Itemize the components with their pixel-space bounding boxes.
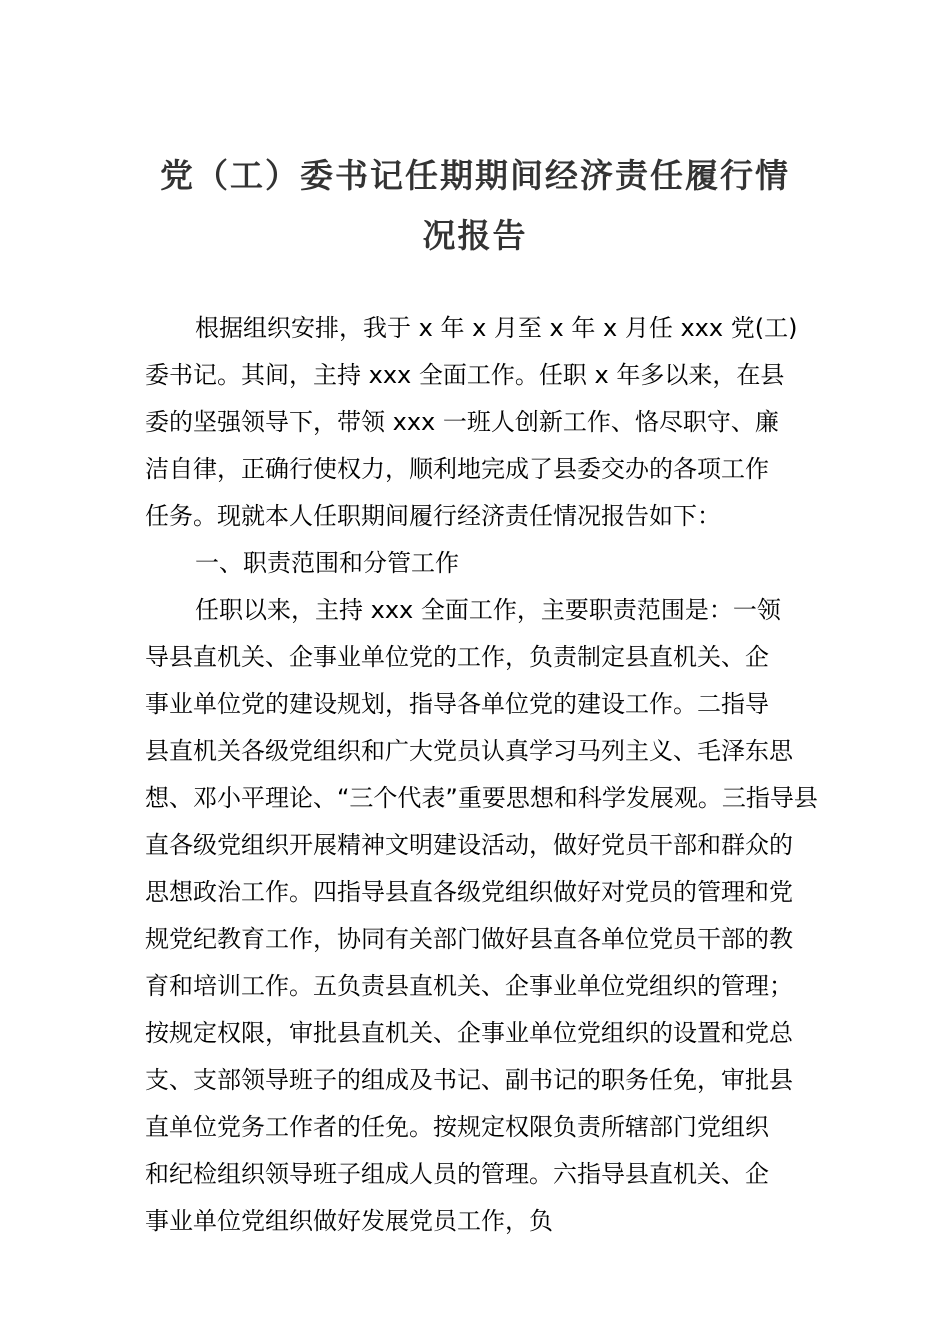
- document-title-line-1: 党（工）委书记任期期间经济责任履行情: [160, 156, 790, 195]
- paragraph-line: 事业单位党组织做好发展党员工作，负: [145, 1207, 553, 1235]
- paragraph-line: 规党纪教育工作，协同有关部门做好县直各单位党员干部的教: [145, 925, 793, 953]
- paragraph-line: 任务。现就本人任职期间履行经济责任情况报告如下：: [145, 502, 721, 530]
- paragraph-line: 育和培训工作。五负责县直机关、企事业单位党组织的管理；: [145, 972, 793, 1000]
- paragraph-line: 思想政治工作。四指导县直各级党组织做好对党员的管理和党: [145, 878, 793, 906]
- paragraph-line: 委的坚强领导下，带领 xxx 一班人创新工作、恪尽职守、廉: [145, 408, 779, 436]
- paragraph-line: 任职以来，主持 xxx 全面工作，主要职责范围是：一领: [195, 596, 781, 624]
- paragraph-line: 想、邓小平理论、“三个代表”重要思想和科学发展观。三指导县: [145, 784, 818, 812]
- section-heading: 一、职责范围和分管工作: [195, 549, 459, 577]
- paragraph-line: 事业单位党的建设规划，指导各单位党的建设工作。二指导: [145, 690, 769, 718]
- document-title-line-2: 况报告: [422, 216, 528, 255]
- paragraph-line: 直单位党务工作者的任免。按规定权限负责所辖部门党组织: [145, 1113, 769, 1141]
- paragraph-line: 直各级党组织开展精神文明建设活动，做好党员干部和群众的: [145, 831, 793, 859]
- document-body: [145, 305, 825, 1245]
- paragraph-line: 导县直机关、企事业单位党的工作，负责制定县直机关、企: [145, 643, 769, 671]
- paragraph-line: 县直机关各级党组织和广大党员认真学习马列主义、毛泽东思: [145, 737, 793, 765]
- paragraph-line: 委书记。其间，主持 xxx 全面工作。任职 x 年多以来，在县: [145, 361, 785, 389]
- paragraph-line: 洁自律，正确行使权力，顺利地完成了县委交办的各项工作: [145, 455, 769, 483]
- paragraph-line: 支、支部领导班子的组成及书记、副书记的职务任免，审批县: [145, 1066, 793, 1094]
- paragraph-line: 按规定权限，审批县直机关、企事业单位党组织的设置和党总: [145, 1019, 793, 1047]
- paragraph-line: 根据组织安排，我于 x 年 x 月至 x 年 x 月任 xxx 党(工): [195, 314, 798, 342]
- paragraph-line: 和纪检组织领导班子组成人员的管理。六指导县直机关、企: [145, 1160, 769, 1188]
